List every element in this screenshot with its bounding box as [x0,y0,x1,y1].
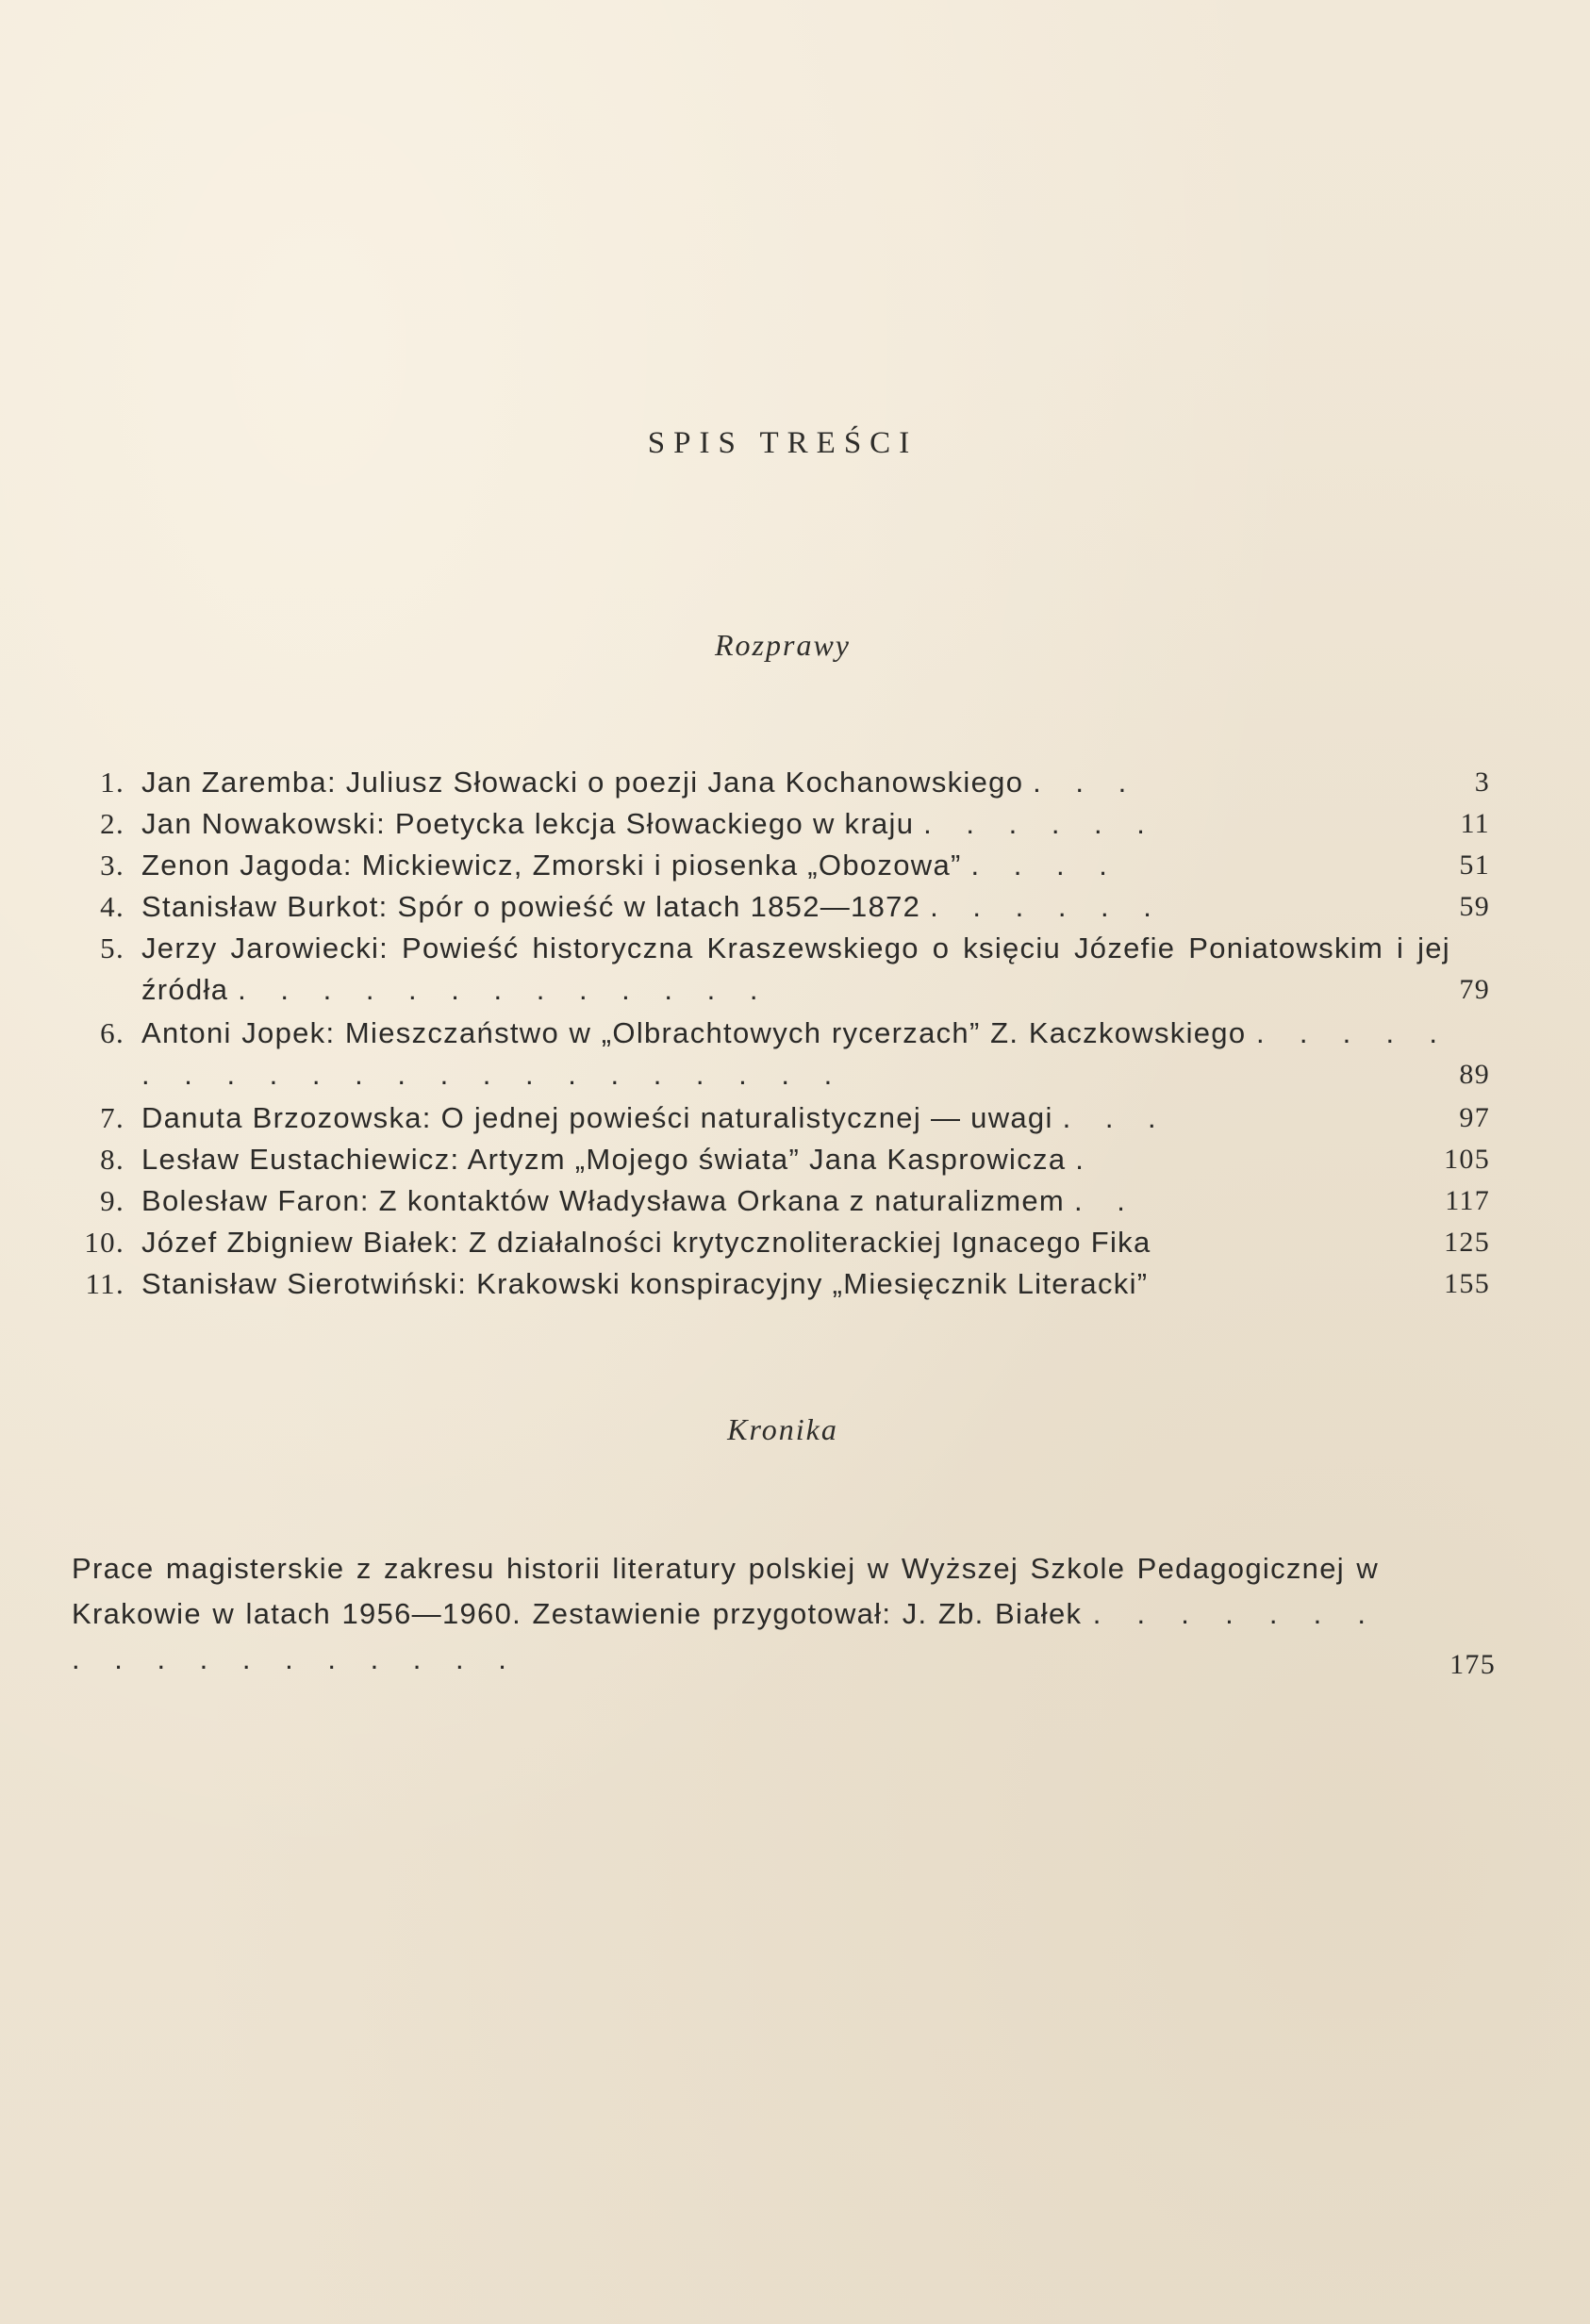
toc-entry-leader: . . . [1033,766,1140,799]
toc-entry-page: 79 [1459,974,1490,1005]
toc-entry-number: 6. [100,1016,124,1049]
toc-entry [66,1180,1490,1222]
page-title: SPIS TREŚCI [647,426,919,460]
toc-entry-leader: . . . . . . [923,807,1158,840]
toc-entry-title: Antoni Jopek: Mieszczaństwo w „Olbrachtowych rycerzach” Z. Kaczkowskiego [141,1016,1247,1049]
toc-entry-title: Lesław Eustachiewicz: Artyzm „Mojego świata” Jana Kasprowicza [141,1143,1067,1176]
toc-entry [66,845,1490,886]
toc-entry-number: 3. [100,849,124,882]
toc-entry-page: 155 [1444,1268,1490,1299]
toc-entry-leader: . . . . . . . . . . . . . . . . . . . . . . [141,1016,1451,1091]
toc-entry-text [141,1222,1450,1263]
toc-entry [66,762,1490,803]
toc-entry-page: 105 [1444,1144,1490,1175]
toc-entry-page: 117 [1445,1185,1490,1216]
toc-entry-text [141,1097,1450,1139]
toc-entry-number: 10. [84,1226,124,1259]
toc-list-rozprawy [66,762,1490,1305]
toc-entry-text [141,1263,1450,1305]
toc-entry-number: 2. [100,807,124,840]
toc-entry-page: 89 [1459,1059,1490,1090]
toc-entry-text [72,1546,1379,1682]
toc-entry [72,1546,1496,1682]
toc-entry-text [141,1139,1450,1180]
toc-entry-page: 125 [1444,1227,1490,1258]
section-heading-rozprawy: Rozprawy [715,628,851,662]
toc-list-kronika [72,1546,1496,1682]
toc-entry-leader: . . [1073,1184,1138,1217]
toc-entry-leader: . . . . . . [930,890,1165,923]
toc-entry [66,1097,1490,1139]
toc-entry-page: 11 [1460,808,1490,839]
toc-entry [66,1222,1490,1263]
toc-entry-page: 97 [1459,1102,1490,1133]
toc-entry-leader: . . . [1062,1101,1169,1134]
toc-entry-title: Prace magisterskie z zakresu historii literatury polskiej w Wyższej Szkole Pedagogicznej w Krakowie w latach 1956—1960. Zestawienie przygotował: J. Zb. Białek [72,1552,1379,1630]
toc-entry-title: Stanisław Burkot: Spór o powieść w latach 1852—1872 [141,890,921,923]
toc-entry-text [141,1013,1450,1096]
toc-entry-number: 9. [100,1184,124,1217]
toc-entry-leader: . . . . [970,849,1120,882]
toc-entry-title: Stanisław Sierotwiński: Krakowski konspiracyjny „Miesięcznik Literacki” [141,1267,1149,1300]
toc-entry-text [141,1180,1450,1222]
toc-entry-number: 5. [100,931,124,964]
toc-entry-page: 3 [1474,766,1490,798]
toc-entry-title: Józef Zbigniew Białek: Z działalności krytycznoliterackiej Ignacego Fika [141,1226,1151,1259]
toc-entry-title: Jerzy Jarowiecki: Powieść historyczna Kraszewskiego o księciu Józefie Poniatowskim i jej źródła [141,931,1450,1006]
toc-entry-page: 59 [1459,891,1490,922]
toc-entry-number: 8. [100,1143,124,1176]
toc-entry-number: 11. [85,1267,124,1300]
toc-entry-title: Zenon Jagoda: Mickiewicz, Zmorski i piosenka „Obozowa” [141,849,962,882]
toc-entry [66,1139,1490,1180]
toc-entry-leader: . . . . . . . . . . . . . . . . . . [72,1597,1380,1675]
toc-entry-text [141,762,1450,803]
toc-entry-title: Bolesław Faron: Z kontaktów Władysława Orkana z naturalizmem [141,1184,1066,1217]
toc-entry-title: Jan Nowakowski: Poetycka lekcja Słowackiego w kraju [141,807,915,840]
toc-entry-text [141,803,1450,845]
toc-entry-number: 4. [100,890,124,923]
toc-entry-text [141,928,1450,1011]
toc-entry [66,803,1490,845]
toc-entry-page: 175 [1449,1649,1496,1680]
toc-entry [66,886,1490,928]
toc-entry-number: 7. [100,1101,124,1134]
toc-entry-leader: . . . . . . . . . . . . . [238,973,771,1006]
section-heading-kronika: Kronika [727,1412,838,1446]
toc-entry-text [141,886,1450,928]
toc-entry-leader: . [1075,1143,1097,1176]
toc-entry-page: 51 [1459,849,1490,881]
toc-entry [66,1263,1490,1305]
toc-entry [66,1013,1490,1096]
toc-entry-text [141,845,1450,886]
toc-entry-number: 1. [100,766,124,799]
toc-entry-title: Jan Zaremba: Juliusz Słowacki o poezji Jana Kochanowskiego [141,766,1024,799]
toc-entry-title: Danuta Brzozowska: O jednej powieści naturalistycznej — uwagi [141,1101,1053,1134]
toc-entry [66,928,1490,1011]
